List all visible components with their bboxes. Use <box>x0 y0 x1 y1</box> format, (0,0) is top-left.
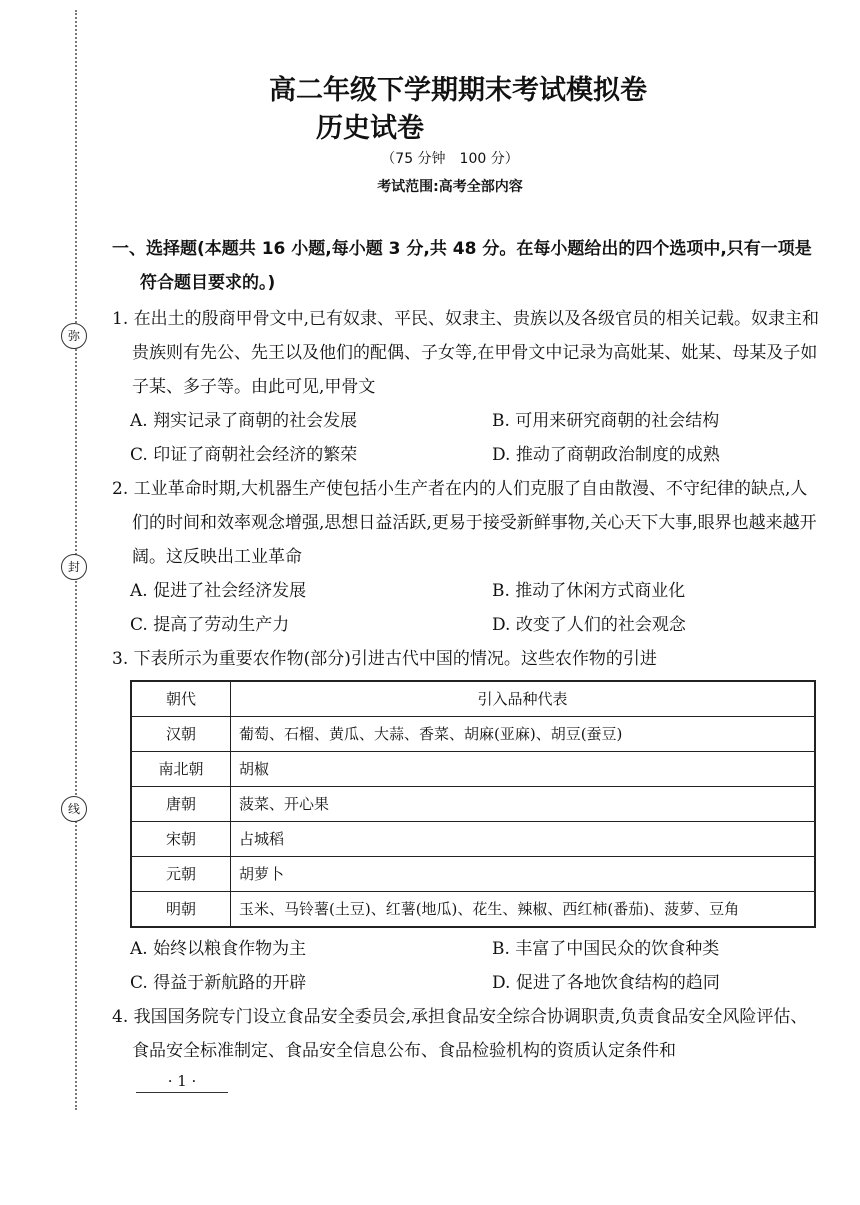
question-4 <box>112 1000 824 1068</box>
options-grid <box>112 404 824 472</box>
question-2 <box>112 472 824 642</box>
table-cell-crops: 胡萝卜 <box>231 857 816 892</box>
option-d: D. 推动了商朝政治制度的成熟 <box>492 445 720 465</box>
table-row <box>131 717 815 752</box>
table-cell-crops: 占城稻 <box>231 822 816 857</box>
options-grid <box>112 932 824 1000</box>
option-a: A. 翔实记录了商朝的社会发展 <box>130 411 358 431</box>
question-stem: 2. 工业革命时期,大机器生产使包括小生产者在内的人们克服了自由散漫、不守纪律的缺点,人们的时间和效率观念增强,思想日益活跃,更易于接受新鲜事物,关心天下大事,眼界也越来越开阔。这反映出工业革命 <box>112 479 817 567</box>
option-d: D. 改变了人们的社会观念 <box>492 615 686 635</box>
table-cell-crops: 胡椒 <box>231 752 816 787</box>
option-c: C. 印证了商朝社会经济的繁荣 <box>130 445 358 465</box>
seal-char-mi: 弥 <box>61 323 87 349</box>
time-score: （75 分钟 100 分） <box>381 151 519 167</box>
table-cell-crops: 葡萄、石榴、黄瓜、大蒜、香菜、胡麻(亚麻)、胡豆(蚕豆) <box>231 717 816 752</box>
question-1 <box>112 302 824 472</box>
crops-table <box>130 680 816 928</box>
option-d: D. 促进了各地饮食结构的趋同 <box>492 973 720 993</box>
table-cell-dynasty: 宋朝 <box>131 822 231 857</box>
option-a: A. 始终以粮食作物为主 <box>130 939 307 959</box>
exam-scope: 考试范围:高考全部内容 <box>377 179 523 195</box>
table-header-row <box>131 681 815 717</box>
table-cell-dynasty: 唐朝 <box>131 787 231 822</box>
question-body <box>112 232 824 1068</box>
table-cell-crops: 菠菜、开心果 <box>231 787 816 822</box>
subject-title: 历史试卷 <box>316 113 424 144</box>
option-b: B. 推动了休闲方式商业化 <box>492 581 686 601</box>
seal-char-feng: 封 <box>61 554 87 580</box>
table-cell-dynasty: 明朝 <box>131 892 231 928</box>
section-heading: 一、选择题(本题共 16 小题,每小题 3 分,共 48 分。在每小题给出的四个选项中,只有一项是符合题目要求的。) <box>112 239 812 293</box>
seal-char-xian: 线 <box>61 796 87 822</box>
table-row <box>131 752 815 787</box>
option-c: C. 得益于新航路的开辟 <box>130 973 307 993</box>
table-row <box>131 822 815 857</box>
table-cell-crops: 玉米、马铃薯(土豆)、红薯(地瓜)、花生、辣椒、西红柿(番茄)、菠萝、豆角 <box>231 892 816 928</box>
table-row <box>131 892 815 928</box>
table-cell-dynasty: 南北朝 <box>131 752 231 787</box>
option-b: B. 可用来研究商朝的社会结构 <box>492 411 720 431</box>
table-cell-dynasty: 元朝 <box>131 857 231 892</box>
page-number: · 1 · <box>136 1072 228 1093</box>
options-grid <box>112 574 824 642</box>
option-b: B. 丰富了中国民众的饮食种类 <box>492 939 720 959</box>
question-stem: 1. 在出土的殷商甲骨文中,已有奴隶、平民、奴隶主、贵族以及各级官员的相关记载。奴隶主和贵族则有先公、先王以及他们的配偶、子女等,在甲骨文中记录为高妣某、妣某、母某及子如子某、多子等。由此可见,甲骨文 <box>112 309 820 397</box>
table-header-cell: 朝代 <box>131 681 231 717</box>
question-stem: 3. 下表所示为重要农作物(部分)引进古代中国的情况。这些农作物的引进 <box>112 649 657 669</box>
question-3 <box>112 642 824 1000</box>
option-a: A. 促进了社会经济发展 <box>130 581 307 601</box>
table-row <box>131 787 815 822</box>
table-row <box>131 857 815 892</box>
exam-title: 高二年级下学期期末考试模拟卷 <box>269 75 647 106</box>
table-header-cell: 引入品种代表 <box>231 681 816 717</box>
option-c: C. 提高了劳动生产力 <box>130 615 290 635</box>
table-cell-dynasty: 汉朝 <box>131 717 231 752</box>
question-stem: 4. 我国国务院专门设立食品安全委员会,承担食品安全综合协调职责,负责食品安全风险评估、食品安全标准制定、食品安全信息公布、食品检验机构的资质认定条件和 <box>112 1007 808 1061</box>
